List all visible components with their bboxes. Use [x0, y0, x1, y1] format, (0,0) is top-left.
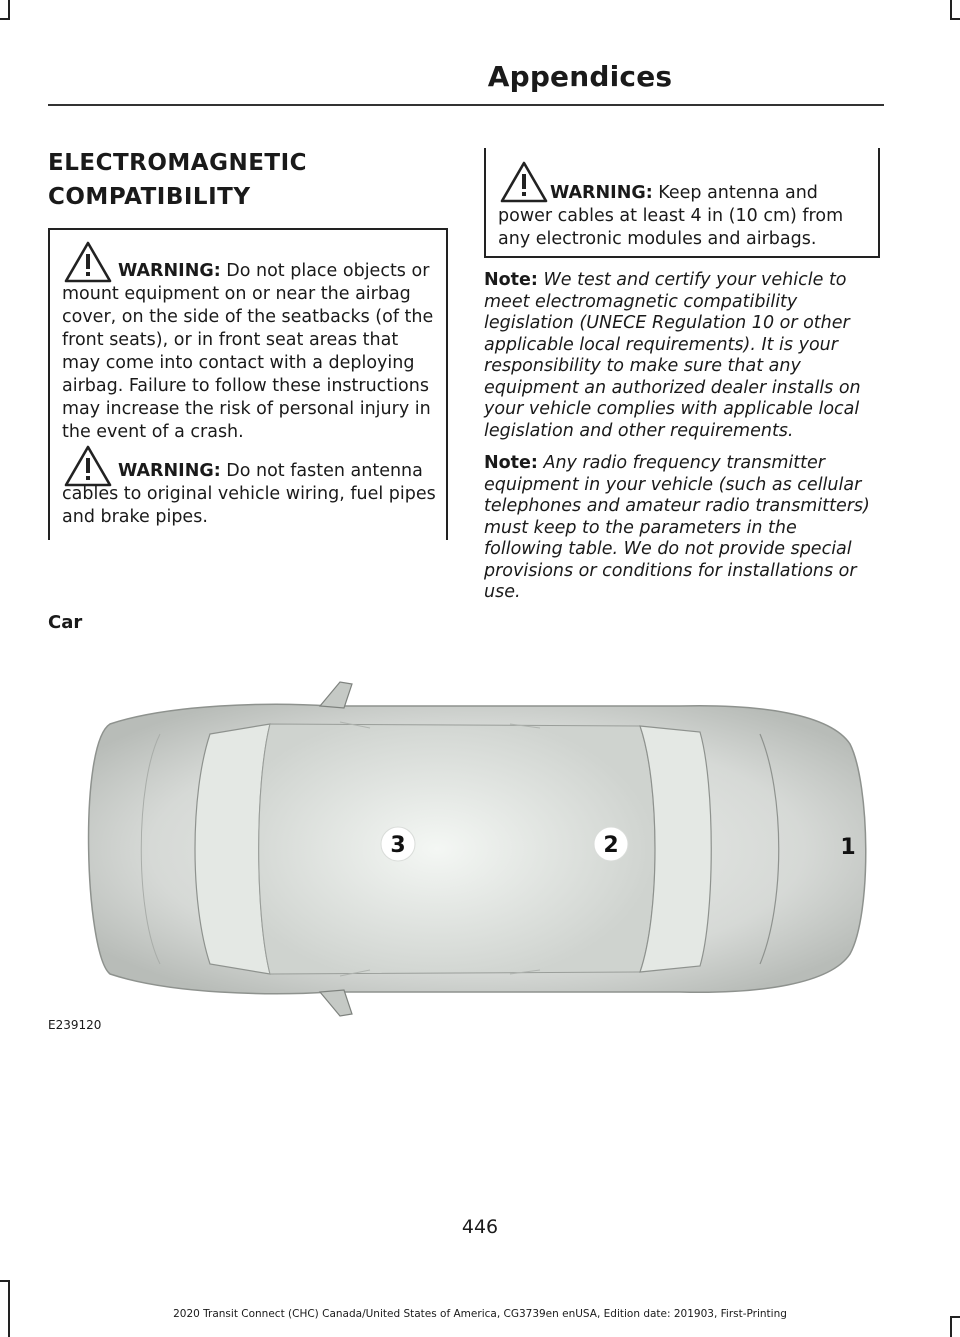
note-label: Note:	[484, 270, 538, 290]
warning-text-1	[62, 260, 438, 444]
notes-column	[484, 270, 876, 615]
section-heading-line1: ELECTROMAGNETIC	[48, 150, 308, 176]
warning-box-right	[484, 148, 880, 258]
warning-label: WARNING:	[550, 183, 653, 203]
warning-body: Keep antenna and power cables at least 4 in (10 cm) from any electronic modules and airbags.	[498, 183, 844, 249]
crop-mark	[0, 1280, 10, 1282]
crop-mark	[8, 0, 10, 20]
page-number: 446	[461, 1216, 499, 1238]
warning-box-left	[48, 228, 448, 540]
car-top-view-illustration	[40, 664, 920, 1034]
note-paragraph-1	[484, 270, 876, 442]
crop-mark	[950, 18, 960, 20]
figure-id: E239120	[48, 1018, 102, 1032]
warning-label: WARNING:	[118, 461, 221, 481]
warning-label: WARNING:	[118, 261, 221, 281]
crop-mark	[0, 18, 10, 20]
figure-caption: Car	[48, 612, 83, 633]
callout-3: 3	[390, 833, 406, 858]
note-paragraph-2	[484, 453, 876, 604]
note-body: We test and certify your vehicle to meet electromagnetic compatibility legislation (UNECE Regulation 10 or other applicable local requirements). It is your responsibility to make sure that any equipment an authorized dealer installs on your vehicle complies with applicable local legislation and other requirements.	[484, 270, 861, 441]
header-divider	[48, 104, 884, 106]
page-title: Appendices	[487, 60, 673, 93]
callout-1: 1	[840, 835, 856, 860]
warning-body: Do not place objects or mount equipment on or near the airbag cover, on the side of the seatbacks (of the front seats), or in front seat areas that may come into contact with a deploying airbag. Failure to follow these instructions may increase the risk of personal injury in the event of a crash.	[62, 261, 434, 442]
warning-text-2	[62, 460, 438, 529]
section-heading-line2: COMPATIBILITY	[48, 184, 251, 210]
footer-edition-info: 2020 Transit Connect (CHC) Canada/United States of America, CG3739en enUSA, Edition date: 201903, First-Printing	[173, 1308, 787, 1320]
crop-mark	[950, 0, 952, 20]
section-heading	[48, 146, 428, 214]
note-body: Any radio frequency transmitter equipment in your vehicle (such as cellular telephones and amateur radio transmitters) must keep to the parameters in the following table. We do not provide special provisions or conditions for installations or use.	[484, 453, 870, 602]
callout-2: 2	[603, 833, 619, 858]
warning-body: Do not fasten antenna cables to original vehicle wiring, fuel pipes and brake pipes.	[62, 461, 436, 527]
note-label: Note:	[484, 453, 538, 473]
warning-text-3	[498, 182, 870, 251]
